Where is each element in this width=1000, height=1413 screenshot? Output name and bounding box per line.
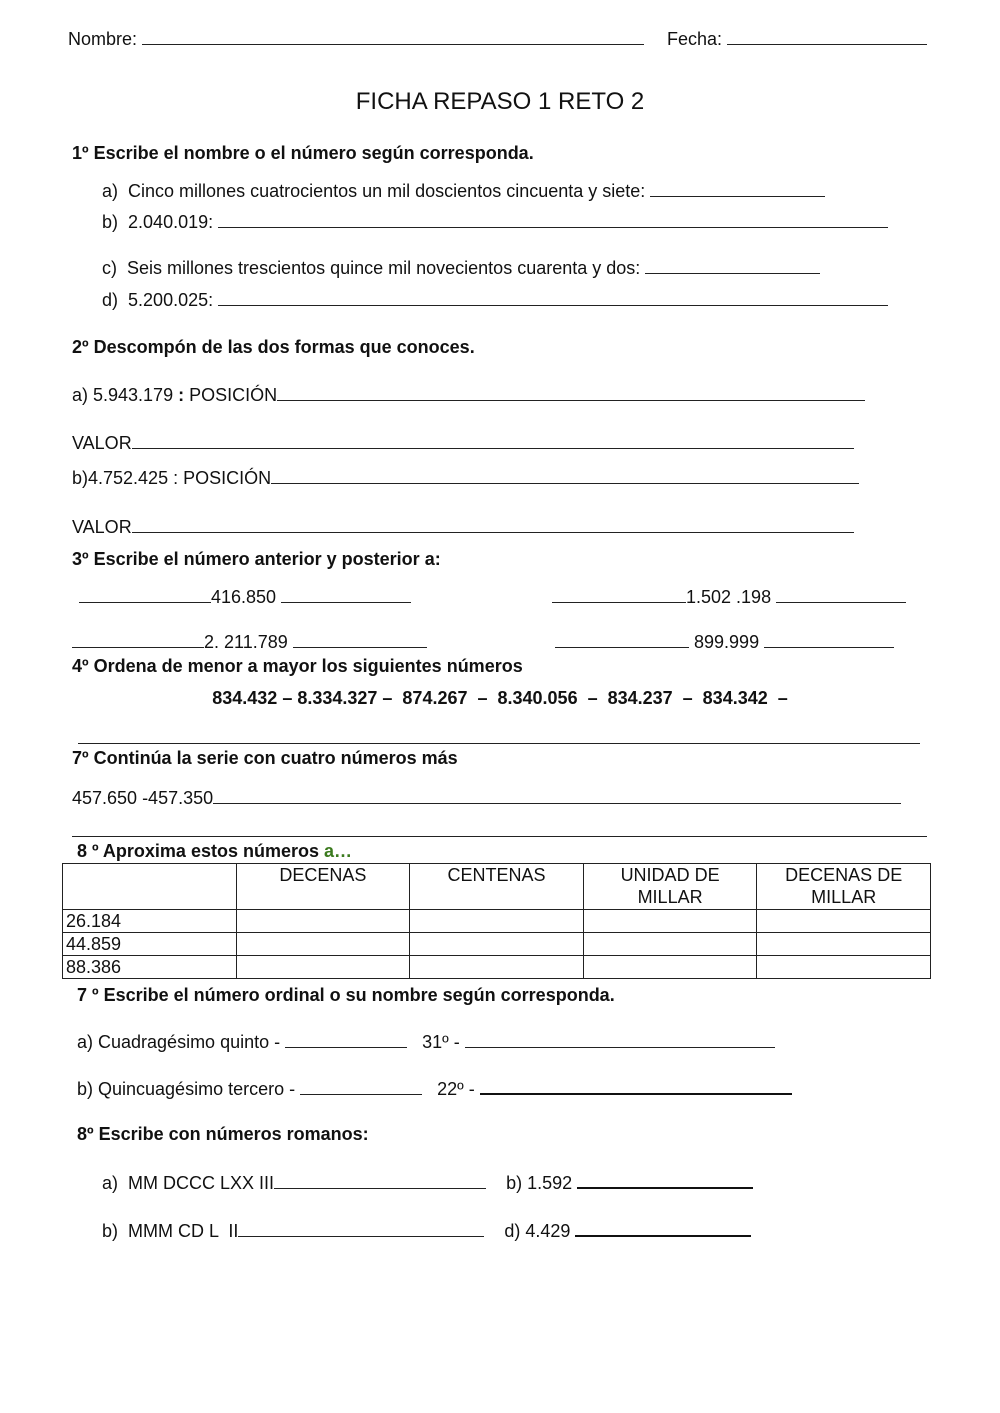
- page-title: FICHA REPASO 1 RETO 2: [355, 88, 645, 115]
- answer-cell[interactable]: [757, 910, 931, 933]
- q1-heading: 1º Escribe el nombre o el número según corresponda.: [72, 143, 534, 163]
- q2-b-valor-field[interactable]: [132, 516, 854, 533]
- row-number: 26.184: [63, 910, 237, 933]
- q4-answer-line[interactable]: [78, 729, 920, 744]
- table-corner-cell: [63, 864, 237, 910]
- q7b-row-b: b) Quincuagésimo tercero - 22º -: [77, 1077, 792, 1100]
- q3-before-1[interactable]: [79, 586, 211, 603]
- q1-item-b: b) 2.040.019:: [102, 211, 888, 233]
- q8b-heading: 8º Escribe con números romanos:: [77, 1124, 369, 1144]
- answer-cell[interactable]: [236, 956, 410, 979]
- answer-cell[interactable]: [236, 910, 410, 933]
- q1-answer-a[interactable]: [650, 180, 825, 197]
- answer-cell[interactable]: [583, 910, 757, 933]
- q3-after-1[interactable]: [281, 586, 411, 603]
- answer-cell[interactable]: [410, 910, 584, 933]
- q7b-answer-b1[interactable]: [300, 1078, 422, 1095]
- q7b-answer-a1[interactable]: [285, 1031, 407, 1048]
- q8b-row-2: b) MMM CD L II d) 4.429: [102, 1219, 751, 1242]
- q1-item-a: a) Cinco millones cuatrocientos un mil doscientos cincuenta y siete:: [102, 180, 825, 202]
- date-field[interactable]: [727, 28, 927, 45]
- q7b-heading: 7 º Escribe el número ordinal o su nombre según corresponda.: [77, 985, 615, 1005]
- q3-after-3[interactable]: [293, 631, 427, 648]
- q8b-answer-b1[interactable]: [577, 1171, 753, 1189]
- q2-b-row: b)4.752.425 : POSICIÓN: [72, 467, 859, 489]
- q8b-answer-b2[interactable]: [238, 1220, 484, 1237]
- date-row: [667, 28, 927, 50]
- q2-a-posicion-field[interactable]: [277, 384, 865, 401]
- q8b-row-1: a) MM DCCC LXX III b) 1.592: [102, 1171, 753, 1194]
- table-row: [63, 956, 931, 979]
- q3-item-2: 1.502 .198: [552, 586, 906, 608]
- answer-cell[interactable]: [757, 933, 931, 956]
- answer-cell[interactable]: [757, 956, 931, 979]
- q7a-series-field[interactable]: [213, 787, 901, 804]
- q7b-answer-b2[interactable]: [480, 1077, 792, 1095]
- approximation-table: [62, 863, 931, 979]
- column-header: DECENAS: [236, 864, 410, 910]
- q2-b-valor-row: VALOR: [72, 516, 854, 538]
- column-header: UNIDAD DE MILLAR: [583, 864, 757, 910]
- table-row: [63, 910, 931, 933]
- q2-a-valor-field[interactable]: [132, 432, 854, 449]
- row-number: 88.386: [63, 956, 237, 979]
- name-label: Nombre:: [68, 29, 138, 49]
- q3-item-3: 2. 211.789: [72, 631, 427, 653]
- q4-heading: 4º Ordena de menor a mayor los siguientes números: [72, 656, 523, 676]
- q2-heading: 2º Descompón de las dos formas que conoces.: [72, 337, 475, 357]
- q7b-answer-a2[interactable]: [465, 1031, 775, 1048]
- q2-a-valor-row: VALOR: [72, 432, 854, 454]
- q7a-extra-line[interactable]: [72, 822, 927, 837]
- q8b-answer-a[interactable]: [274, 1172, 486, 1189]
- q1-answer-c[interactable]: [645, 257, 820, 274]
- answer-cell[interactable]: [583, 956, 757, 979]
- q3-item-4: 899.999: [555, 631, 894, 653]
- table-header-row: [63, 864, 931, 910]
- q2-b-posicion-field[interactable]: [271, 467, 859, 484]
- q3-before-3[interactable]: [72, 631, 204, 648]
- q3-before-2[interactable]: [552, 586, 686, 603]
- column-header: CENTENAS: [410, 864, 584, 910]
- q3-item-1: 416.850: [79, 586, 411, 608]
- answer-cell[interactable]: [583, 933, 757, 956]
- q1-answer-b[interactable]: [218, 211, 888, 228]
- q3-heading: 3º Escribe el número anterior y posterior a:: [72, 549, 441, 569]
- answer-cell[interactable]: [236, 933, 410, 956]
- column-header: DECENAS DE MILLAR: [757, 864, 931, 910]
- q4-numbers: 834.432 – 8.334.327 – 874.267 – 8.340.056 – 834.237 – 834.342 –: [212, 688, 788, 708]
- q7b-row-a: a) Cuadragésimo quinto - 31º -: [77, 1031, 775, 1053]
- q3-before-4[interactable]: [555, 631, 689, 648]
- q7a-heading: 7º Continúa la serie con cuatro números más: [72, 748, 458, 768]
- q1-item-c: c) Seis millones trescientos quince mil novecientos cuarenta y dos:: [102, 257, 820, 279]
- table-row: [63, 933, 931, 956]
- q1-answer-d[interactable]: [218, 289, 888, 306]
- name-row: [68, 28, 644, 50]
- answer-cell[interactable]: [410, 956, 584, 979]
- q3-after-4[interactable]: [764, 631, 894, 648]
- name-field[interactable]: [142, 28, 644, 45]
- q2-a-row: a) 5.943.179 : POSICIÓN: [72, 384, 865, 406]
- answer-cell[interactable]: [410, 933, 584, 956]
- q8b-answer-d[interactable]: [575, 1219, 751, 1237]
- q8a-heading: 8 º Aproxima estos números a…: [77, 841, 352, 861]
- q3-after-2[interactable]: [776, 586, 906, 603]
- q7a-series-row: 457.650 -457.350: [72, 787, 901, 809]
- date-label: Fecha:: [667, 29, 723, 49]
- q1-item-d: d) 5.200.025:: [102, 289, 888, 311]
- row-number: 44.859: [63, 933, 237, 956]
